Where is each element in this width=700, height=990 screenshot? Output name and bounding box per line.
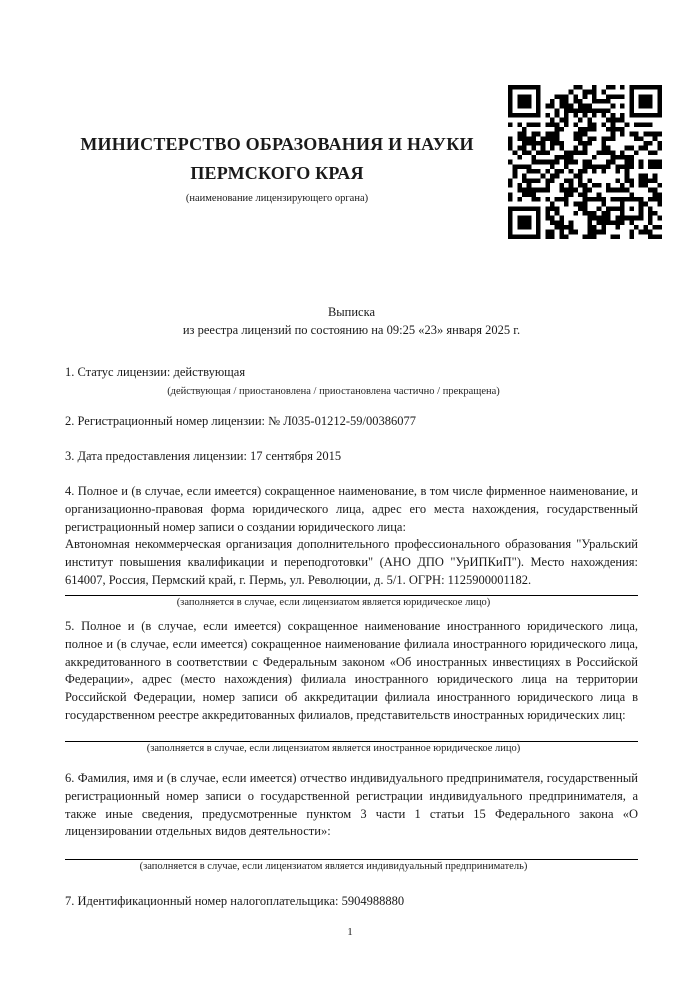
qr-code-icon — [508, 85, 662, 239]
authority-name-line2: ПЕРМСКОГО КРАЯ — [190, 163, 364, 183]
document-title: Выписка — [327, 305, 376, 319]
individual-entrepreneur-label: 6. Фамилия, имя и (в случае, если имеется) отчество индивидуального предпринимателя, государственный регистрационный номер записи о государственной регистрации индивидуального предпринимателя, а также иные сведения, предусмотренные пунктом 3 части 1 статьи 15 Федерального закона «О лицензировании отдельных видов деятельности»: — [65, 771, 638, 839]
legal-entity-caption: (заполняется в случае, если лицензиатом является юридическое лицо) — [176, 596, 491, 608]
authority-name-line1: МИНИСТЕРСТВО ОБРАЗОВАНИЯ И НАУКИ — [80, 134, 474, 154]
page-number: 1 — [347, 926, 353, 938]
grant-date-text: 3. Дата предоставления лицензии: 17 сентября 2015 — [65, 449, 342, 463]
section-individual-entrepreneur — [65, 770, 638, 873]
authority-name-block — [65, 130, 489, 205]
section-grant-date — [65, 448, 638, 466]
taxpayer-number-text: 7. Идентификационный номер налогоплательщика: 5904988880 — [65, 894, 405, 908]
document-subtitle: из реестра лицензий по состоянию на 09:25 «23» января 2025 г. — [182, 323, 521, 337]
individual-entrepreneur-caption: (заполняется в случае, если лицензиатом является индивидуальный предприниматель) — [139, 861, 528, 873]
section-taxpayer-number — [65, 893, 638, 911]
document-heading — [65, 303, 638, 339]
license-status-caption: (действующая / приостановлена / приостановлена частично / прекращена) — [167, 385, 500, 397]
section-license-status — [65, 364, 638, 398]
section-registration-number — [65, 413, 638, 431]
foreign-entity-caption: (заполняется в случае, если лицензиатом является иностранное юридическое лицо) — [146, 742, 521, 754]
legal-entity-label: 4. Полное и (в случае, если имеется) сокращенное наименование, в том числе фирменное наименование, и организационно-правовая форма юридического лица, адрес его места нахождения, государственный регистрационный номер записи о создании юридического лица: — [65, 484, 638, 534]
authority-caption: (наименование лицензирующего органа) — [185, 193, 369, 204]
legal-entity-value: Автономная некоммерческая организация дополнительного профессионального образования "Уральский институт повышения квалификации и переподготовки" (АНО ДПО "УрИПКиП"). Место нахождения: 614007, Россия, Пермский край, г. Пермь, ул. Революции, д. 5/1. ОГРН: 1125900001182. — [65, 537, 638, 587]
section-legal-entity — [65, 483, 638, 609]
registration-number-text: 2. Регистрационный номер лицензии: № Л035-01212-59/00386077 — [65, 414, 416, 428]
foreign-entity-label: 5. Полное и (в случае, если имеется) сокращенное наименование иностранного юридического лица, полное и (в случае, если имеется) сокращенное наименование филиала иностранного юридического лица, аккредитованного в соответствии с Федеральным законом «Об иностранных инвестициях в Российской Федерации», адрес (место нахождения) филиала иностранного юридического лица на территории Российской Федерации, номер записи об аккредитации филиала иностранного юридического лица в государственном реестре аккредитованных филиалов, представительств иностранных юридических лиц: — [65, 619, 638, 722]
section-foreign-entity — [65, 618, 638, 755]
license-status-text: 1. Статус лицензии: действующая — [65, 365, 246, 379]
